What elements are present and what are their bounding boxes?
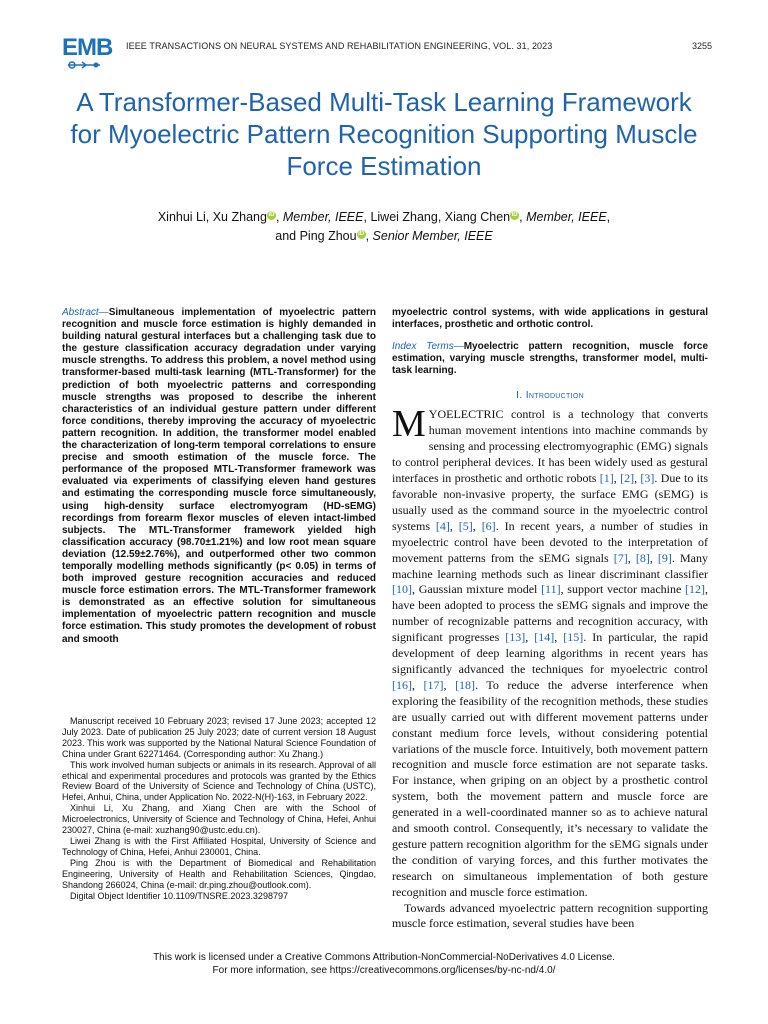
orcid-icon[interactable]: iD [358,230,365,237]
citation-link[interactable]: [18] [455,677,476,692]
emb-logo-mark-icon [68,60,108,70]
citation-link[interactable]: [1] [599,471,614,486]
section-number: I. [516,389,523,402]
intro-paragraph-1: MYOELECTRIC control is a technology that converts human movement intentions into machine commands by sensing and processing electromyographic (EMG) signals to control peripheral devices. It has been widely used as gestural interfaces in prosthetic and orthotic robots [1], [2], [3]. Due to its favorable non-invasive property, the surface EMG (sEMG) is usually used as the command source in the myoelectric control systems [4], [5], [6]. In recent years, a number of studies in myoelectric control have been devoted to the interpretation of movement patterns from the sEMG signals [7], [8], [9]. Many machine learning methods such as linear discriminant classifier [10], Gaussian mixture model [11], support vector machine [12], have been adopted to process the sEMG signals and improve the number of recognizable patterns and recognition accuracy, with significant progresses [13], [14], [15]. In particular, the rapid development of deep learning algorithms in recent years has significantly advanced the techniques for myoelectric control [16], [17], [18]. To reduce the adverse interference when exploring the feasibility of the recognition methods, these studies are usually carried out with different movement patterns under constant medium force levels, without considering potential variations of the muscle force. Intuitively, both movement pattern recognition and muscle force estimation are not separate tasks. For instance, when griping on an object by a prosthetic control system, both the movement pattern and muscle force are generated in a well-coordinated manner so as to achieve natural and smooth control. Consequently, it’s necessary to validate the gesture pattern recognition algorithm for the sEMG signals under the condition of varying forces, and this further motivates the research on simultaneous implementation of both gesture recognition and muscle force estimation. [392,403,709,899]
journal-name: IEEE TRANSACTIONS ON NEURAL SYSTEMS AND REHABILITATION ENGINEERING, VOL. 31, 2023 [126,41,553,51]
footnote-ethics: This work involved human subjects or animals in its research. Approval of all ethical and experimental procedures and protocols was granted by the Ethics Review Board of the University of Science and Technology of China (USTC), Hefei, Anhui, China, under Application No. 2022-N(H)-163, in February 2022. [62,759,376,803]
citation-link[interactable]: [11] [541,582,561,597]
intro-text: To reduce the adverse interference when exploring the feasibility of the recognition methods, these studies are usually carried out with different movement patterns under constant medium force levels, without considering potential variations of the muscle force. Intuitively, both movement pattern recognition and muscle force estimation are not separate tasks. For instance, when griping on an object by a prosthetic control system, both the movement pattern and muscle force are generated in a well-coordinated manner so as to achieve natural and smooth control. Consequently, it’s necessary to validate the gesture pattern recognition algorithm for the sEMG signals under the condition of varying forces, and this further motivates the research on simultaneous implementation of both gesture recognition and muscle force estimation. [392,677,709,899]
emb-logo-text: EMB [62,34,113,61]
citation-link[interactable]: [17] [423,677,444,692]
citation-link[interactable]: [9] [657,550,672,565]
emb-logo [62,34,116,70]
intro-text: have been adopted to process the sEMG signals and improve the number of recognizable patterns and recognition accuracy, with significant progresses [392,598,708,645]
footnote-doi: Digital Object Identifier 10.1109/TNSRE.2023.3298797 [70,890,288,901]
footnote-affiliation-3: Ping Zhou is with the Department of Biomedical and Rehabilitation Engineering, University of Health and Rehabilitation Sciences, Qingdao, Shandong 266024, China (e-mail: dr.ping.zhou@outlook.com). [62,857,376,890]
citation-link[interactable]: [3] [640,471,655,486]
citation-link[interactable]: [16] [392,677,412,692]
license-line-1: This work is licensed under a Creative Commons Attribution-NonCommercial-NoDerivatives 4.0 License. [153,952,615,963]
orcid-icon[interactable]: iD [268,211,275,218]
intro-text: YOELECTRIC control is a technology that converts human movement intentions into machine commands by sensing and processing electromyographic (EMG) signals to control peripheral devices. It has been widely used as gestural interfaces in prosthetic and orthotic robots [392,407,708,486]
section-heading [392,389,708,401]
author-role: Member, IEEE [526,210,607,224]
citation-link[interactable]: [13] [505,630,526,645]
intro-text: Many machine learning methods such as linear discriminant classifier [392,550,708,581]
authors-line-1b: Liwei Zhang, Xiang Chen [370,210,511,224]
index-terms-label: Index Terms— [392,341,464,353]
citation-link[interactable]: [10] [392,582,412,597]
paper-title: A Transformer-Based Multi-Task Learning Framework for Myoelectric Pattern Recognition Supporting Muscle Force Estimation [70,87,698,181]
citation-link[interactable]: [6] [481,518,496,533]
abstract-text: Simultaneous implementation of myoelectric pattern recognition and muscle force estimation is highly demanded in building natural gestural interfaces but a challenging task due to the gesture classification accuracy degradation under varying muscle strengths. To address this problem, a novel method using transformer-based multi-task learning (MTL-Transformer) for the prediction of both myoelectric patterns and corresponding muscle strengths was proposed to describe the inherent characteristics of an individual gesture pattern under different force conditions, thereby improving the accuracy of myoelectric pattern recognition. In addition, the transformer model enabled the characterization of long-term temporal correlations to ensure precise and smooth estimation of the muscle force. The performance of the proposed MTL-Transformer framework was evaluated via experiments of classifying eleven hand gestures and estimating the corresponding muscle force simultaneously, using high-density surface electromyogram (HD-sEMG) recordings from forearm flexor muscles of eleven intact-limbed subjects. The MTL-Transformer framework yielded high classification accuracy (98.70±1.21%) and low root mean square deviation (12.59±2.76%), and outperformed other two common temporally modelling methods significantly (p< 0.05) in terms of both improved gesture recognition accuracies and reduced muscle force estimation errors. The MTL-Transformer framework is demonstrated as an effective solution for simultaneous implementation of myoelectric pattern recognition and muscle force estimation. This study promotes the development of robust and smooth [62,307,376,645]
footnotes [62,716,376,901]
license-notice [60,952,708,977]
index-terms [392,341,708,377]
authors-line-2: and Ping Zhou [275,229,357,243]
orcid-icon[interactable]: iD [511,211,518,218]
intro-text: In recent years, a number of studies in myoelectric control have been devoted to the interpretation of movement patterns from the sEMG signals [392,518,709,565]
citation-link[interactable]: [7] [613,550,628,565]
citation-link[interactable]: [8] [635,550,650,565]
index-terms-text: Myoelectric pattern recognition, muscle force estimation, varying muscle strengths, transformer model, multi-task learning. [392,341,709,377]
abstract-continued: myoelectric control systems, with wide applications in gestural interfaces, prosthetic and orthotic control. [392,307,708,331]
intro-text: Gaussian mixture model [418,582,538,597]
citation-link[interactable]: [14] [534,630,555,645]
citation-link[interactable]: [15] [563,630,584,645]
license-line-2[interactable]: For more information, see https://creativecommons.org/licenses/by-nc-nd/4.0/ [212,964,556,976]
author-role: Member, IEEE [282,210,364,224]
section-title: Introduction [525,389,584,402]
citation-link[interactable]: [5] [458,518,473,533]
intro-text: support vector machine [567,582,682,597]
footnote-affiliation-2: Liwei Zhang is with the First Affiliated Hospital, University of Science and Technology of China, Hefei, Anhui 230001, China. [62,835,376,857]
right-column [392,307,708,932]
abstract-label: Abstract— [62,307,109,318]
page-header [62,34,712,74]
intro-paragraph-2: Towards advanced myoelectric pattern recognition supporting muscle force estimation, several studies have been [392,900,708,931]
author-list: Xinhui Li, Xu Zhang iD , Member, IEEE, Liwei Zhang, Xiang Chen iD , Member, IEEE, and Ping Zhou iD , Senior Member, IEEE [157,210,611,243]
page-number: 3255 [691,41,712,51]
abstract [62,307,376,646]
footnote-affiliation-1: Xinhui Li, Xu Zhang, and Xiang Chen are with the School of Microelectronics, University of Science and Technology of China, Hefei, Anhui 230027, China (e-mail: xuzhang90@ustc.edu.cn). [62,803,376,836]
footnote-manuscript: Manuscript received 10 February 2023; revised 17 June 2023; accepted 12 July 2023. Date of publication 25 July 2023; date of current version 18 August 2023. This work was supported by the National Natural Science Foundation of China under Grant 62271464. (Corresponding author: Xu Zhang.) [62,716,376,759]
citation-link[interactable]: [4] [435,518,450,533]
dropcap: M [392,403,426,446]
intro-text: In particular, the rapid development of deep learning algorithms in recent years has significantly advanced the techniques for myoelectric control [392,630,708,676]
intro-text: Due to its favorable non-invasive property, the surface EMG (sEMG) is usually used as the command source in the myoelectric control systems [392,471,709,533]
citation-link[interactable]: [2] [620,471,635,486]
citation-link[interactable]: [12] [685,582,705,597]
author-role: Senior Member, IEEE [372,229,493,243]
authors-line-1: Xinhui Li, Xu Zhang [157,210,267,224]
